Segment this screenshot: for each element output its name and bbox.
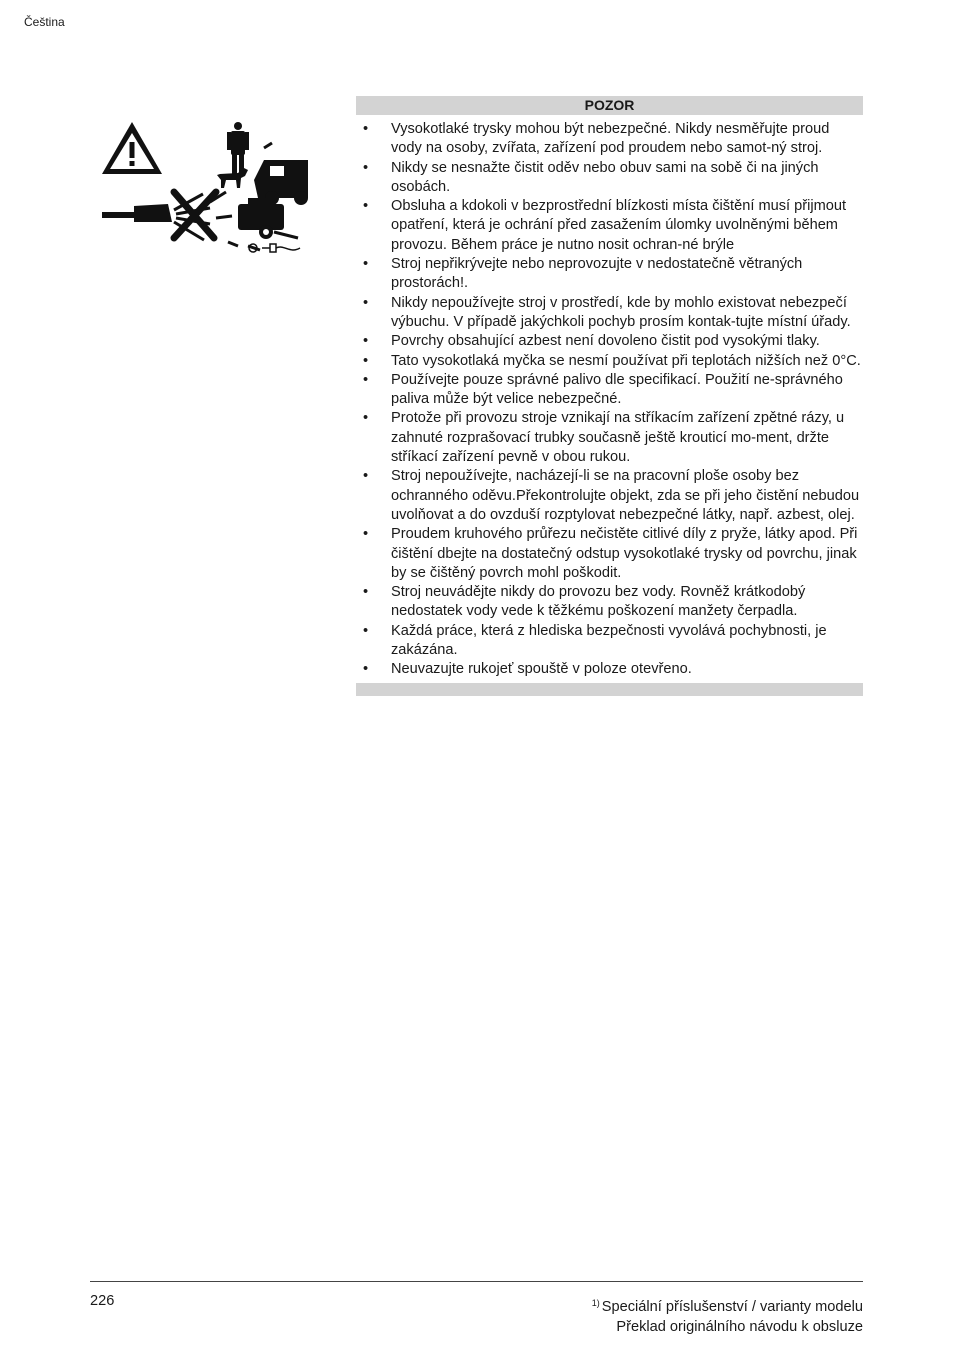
bullet-marker: • — [363, 622, 369, 639]
list-item-text: Stroj nepoužívejte, nacházejí-li se na pracovní ploše osoby bez ochranného oděvu.Překontrolujte objekt, zda se při jeho čistění nebudou uvolňovat a do ovzduší rozptylovat nebezpečné látky, např. azbest, olej. — [391, 468, 860, 523]
list-item — [356, 255, 863, 294]
list-item-text: Nikdy se nesnažte čistit oděv nebo obuv sami na sobě či na jiných osobách. — [391, 159, 819, 195]
bullet-marker: • — [363, 198, 369, 215]
bullet-marker: • — [363, 159, 369, 176]
footnote-marker: 1) — [591, 1298, 600, 1308]
footer-accessories-text: Speciální příslušenství / varianty modelu — [601, 1299, 863, 1315]
warning-list — [356, 115, 863, 683]
list-item-text: Neuvazujte rukojeť spouště v poloze otevřeno. — [391, 661, 692, 678]
spray-gun-icon — [102, 204, 172, 222]
footer-line-1 — [592, 1293, 863, 1317]
footer-rule — [90, 1281, 863, 1282]
list-item-text: Nikdy nepoužívejte stroj v prostředí, kde by mohlo existovat nebezpečí výbuchu. V případě jakýchkoli pochyb prosím kontak-tujte místní úřady. — [391, 294, 851, 330]
bullet-marker: • — [363, 410, 369, 427]
list-item — [356, 371, 863, 410]
list-item-text: Používejte pouze správné palivo dle specifikací. Použití ne-správného paliva může být velice nebezpečné. — [391, 371, 843, 408]
warning-triangle-icon — [102, 122, 162, 174]
person-icon — [227, 122, 249, 176]
warning-box-bottom-bar — [356, 683, 863, 696]
electric-plug-icon — [249, 244, 300, 252]
list-item-text: Každá práce, která z hlediska bezpečnosti vyvolává pochybnosti, je zakázána. — [391, 622, 827, 659]
list-item — [356, 622, 863, 661]
list-item — [356, 660, 863, 679]
list-item-text: Tato vysokotlaká myčka se nesmí používat při teplotách nižších než 0°C. — [391, 352, 861, 369]
list-item-text: Obsluha a kdokoli v bezprostřední blízkosti místa čištění musí přijmout opatření, která je ochrání před zasažením úlomky uvolněnými během provozu. Během práce je nutno nosit ochran-né brýle — [391, 198, 847, 253]
bullet-marker: • — [363, 468, 369, 485]
safety-warning-illustration — [98, 118, 308, 268]
bullet-marker: • — [363, 121, 369, 137]
list-item — [356, 120, 863, 159]
bullet-marker: • — [363, 256, 369, 273]
page-number: 226 — [90, 1293, 115, 1309]
language-label: Čeština — [24, 15, 65, 29]
list-item-text: Stroj neuvádějte nikdy do provozu bez vody. Rovněž krátkodobý nedostatek vody vede k těžkému poškození manžety čerpadla. — [391, 584, 806, 620]
list-item — [356, 352, 863, 371]
warning-box — [356, 96, 863, 696]
bullet-marker: • — [363, 661, 369, 678]
bullet-marker: • — [363, 352, 369, 369]
list-item-text: Proudem kruhového průřezu nečistěte citlivé díly z pryže, látky apod. Při čištění dbejte na dostatečný odstup vysokotlaké trysky od povrchu, jinak by se čištěný povrch mohl poškodit. — [391, 526, 858, 581]
bullet-marker: • — [363, 333, 369, 350]
list-item — [356, 467, 863, 525]
footer-notes — [592, 1293, 863, 1337]
bullet-marker: • — [363, 526, 369, 543]
list-item-text: Stroj nepřikrývejte nebo neprovozujte v nedostatečně větraných prostorách!. — [391, 256, 803, 292]
list-item-text: Povrchy obsahující azbest není dovoleno čistit pod vysokými tlaky. — [391, 333, 820, 350]
list-item — [356, 525, 863, 583]
list-item — [356, 197, 863, 255]
footer-line-2: Překlad originálního návodu k obsluze — [616, 1319, 863, 1335]
warning-title: POZOR — [356, 96, 863, 115]
bullet-marker: • — [363, 371, 369, 388]
bullet-marker: • — [363, 584, 369, 601]
list-item-text: Protože při provozu stroje vznikají na stříkacím zařízení zpětné rázy, u zahnuté rozprašovací trubky současně ještě krouticí mo-ment, držte stříkací zařízení pevně v obou rukou. — [391, 410, 845, 466]
list-item — [356, 332, 863, 351]
list-item — [356, 583, 863, 622]
list-item — [356, 159, 863, 198]
list-item — [356, 294, 863, 333]
bullet-marker: • — [363, 294, 369, 311]
list-item-text: Vysokotlaké trysky mohou být nebezpečné. Nikdy nesměřujte proud vody na osoby, zvířata, zařízení pod proudem nebo samot-ný stroj. — [391, 121, 830, 157]
list-item — [356, 409, 863, 467]
